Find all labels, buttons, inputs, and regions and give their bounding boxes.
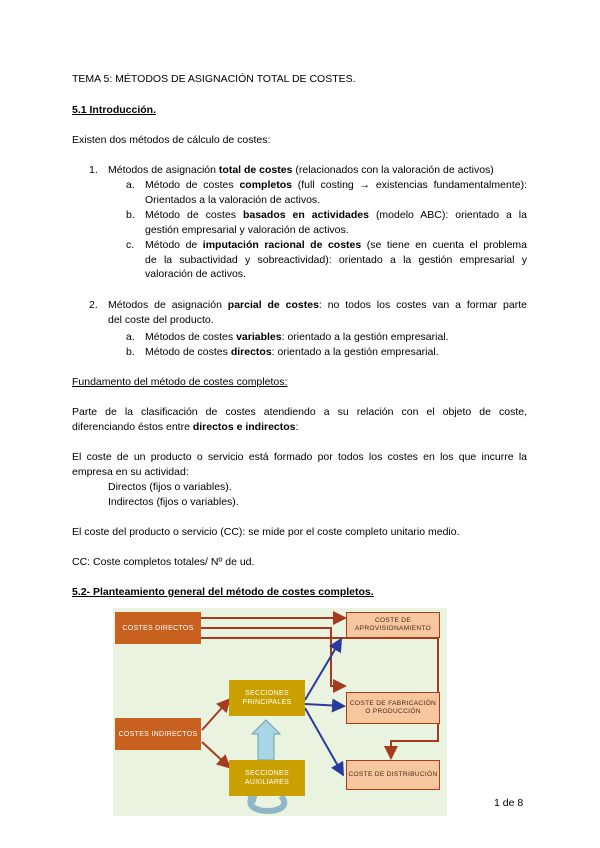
up-arrow-icon xyxy=(252,720,280,760)
connector-directos-fabricacion xyxy=(200,628,343,686)
document-header: TEMA 5: MÉTODOS DE ASIGNACIÓN TOTAL DE COSTES. xyxy=(72,73,356,85)
secciones-auxiliares-box: SECCIONES AUXILIARES xyxy=(229,760,305,796)
directos-line: Directos (fijos o variables). xyxy=(108,481,232,493)
page-number: 1 de 8 xyxy=(494,797,524,809)
parte-paragraph: Parte de la clasificación de costes atendiendo a su relación con el objeto de coste, diferenciando éstos entre directos e indirectos: xyxy=(72,406,527,433)
list-letter-2a: a. xyxy=(126,331,135,343)
coste-distribucion-box: COSTE DE DISTRIBUCIÓN xyxy=(346,760,440,790)
section-5-2-title: 5.2- Planteamiento general del método de costes completos. xyxy=(72,586,374,598)
section-5-1-title: 5.1 Introducción. xyxy=(72,104,157,116)
method-2b-text: Método de costes directos: orientado a la gestión empresarial. xyxy=(145,346,439,358)
method-1c-text: Método de imputación racional de costes (se tiene en cuenta el problema de la subactividad y sobreactividad): orientado a la gestión empresarial y valoración de activos. xyxy=(145,239,528,281)
fundamento-title: Fundamento del método de costes completos: xyxy=(72,376,288,388)
method-1a-text: Método de costes completos (full costing → existencias fundamentalmente): Orientados a la valoración de activos. xyxy=(145,179,527,206)
costes-directos-box: COSTES DIRECTOS xyxy=(115,612,201,644)
list-letter-1c: c. xyxy=(126,239,135,251)
list-letter-2b: b. xyxy=(126,346,135,358)
connector-principales-distribucion xyxy=(305,708,342,773)
cc-definition: El coste del producto o servicio (CC): se mide por el coste completo unitario medio. xyxy=(72,526,460,538)
method-1-text: Métodos de asignación total de costes (relacionados con la valoración de activos) xyxy=(108,164,494,176)
coste-paragraph: El coste de un producto o servicio está formado por todos los costes en los que incurre la empresa en su actividad: xyxy=(72,451,527,478)
coste-fabricacion-box: COSTE DE FABRICACIÓN O PRODUCCIÓN xyxy=(346,692,440,724)
method-1b-text: Método de costes basados en actividades (modelo ABC): orientado a la gestión empresarial y valoración de activos. xyxy=(145,209,527,236)
connector-principales-fabricacion xyxy=(305,704,342,706)
list-letter-1a: a. xyxy=(126,179,135,191)
costes-indirectos-box: COSTES INDIRECTOS xyxy=(115,718,201,750)
connector-indirectos-principales xyxy=(202,701,228,730)
method-2a-text: Métodos de costes variables: orientado a la gestión empresarial. xyxy=(145,331,449,343)
coste-aprovisionamiento-box: COSTE DE APROVISIONAMIENTO xyxy=(346,612,440,638)
list-letter-1b: b. xyxy=(126,209,135,221)
list-number-1: 1. xyxy=(89,164,98,176)
secciones-principales-box: SECCIONES PRINCIPALES xyxy=(229,680,305,716)
connector-indirectos-auxiliares xyxy=(202,742,228,766)
method-2-text: Métodos de asignación parcial de costes: no todos los costes van a formar parte del coste del producto. xyxy=(108,299,527,326)
cc-formula: CC: Coste completos totales/ Nº de ud. xyxy=(72,556,255,568)
intro-text: Existen dos métodos de cálculo de costes: xyxy=(72,134,271,146)
list-number-2: 2. xyxy=(89,299,98,311)
indirectos-line: Indirectos (fijos o variables). xyxy=(108,496,239,508)
costes-completos-diagram xyxy=(113,608,447,816)
connector-principales-aprovisionamiento xyxy=(305,641,340,700)
